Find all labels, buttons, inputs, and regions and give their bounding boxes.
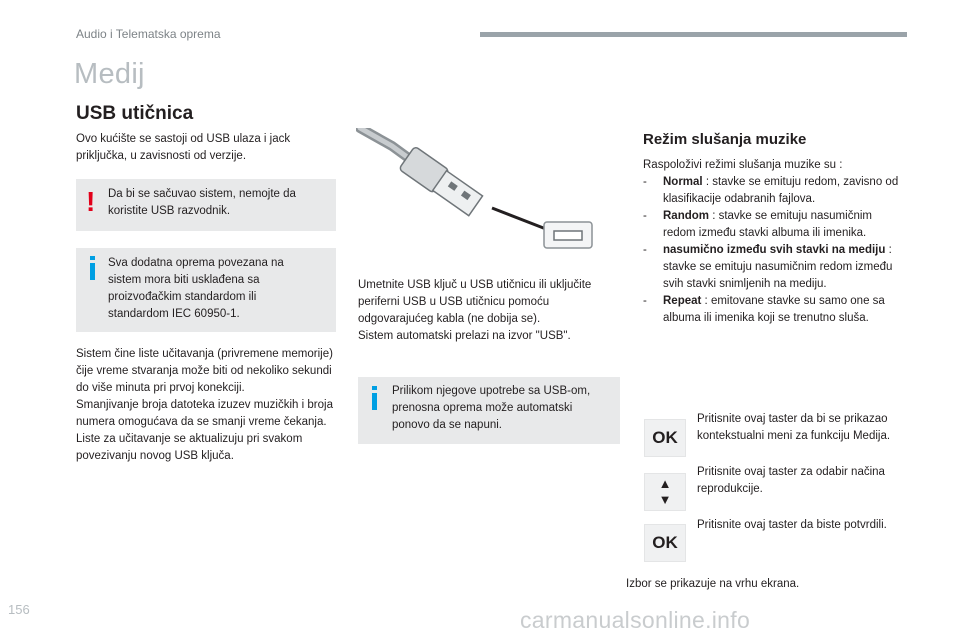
listening-modes-heading: Režim slušanja muzike: [643, 131, 807, 148]
watermark: carmanualsonline.info: [520, 607, 751, 633]
warning-box: [76, 179, 336, 231]
ok-button-icon: OK: [644, 419, 686, 457]
usb-plug-illustration: [356, 128, 606, 260]
list-item: - nasumično između svih stavki na mediju : stavke se emituju nasumičnim redom između svih stavki snimljenih na mediju.: [643, 244, 893, 290]
charging-text: Prilikom njegove upotrebe sa USB-om, prenosna oprema može automatski ponovo da se napuni.: [392, 385, 591, 431]
section-header: Audio i Telematska oprema: [76, 27, 221, 41]
usb-intro-text: Ovo kućište se sastoji od USB ulaza i jack priključka, u zavisnosti od verzije.: [76, 133, 291, 162]
playback-mode-text: Pritisnite ovaj taster za odabir načina reprodukcije.: [697, 466, 885, 495]
info-icon: [372, 386, 378, 410]
arrow-down-icon: ▼: [658, 492, 672, 507]
list-item: - Normal : stavke se emituju redom, zavisno od klasifikacije odabranih fajlova.: [643, 176, 899, 205]
ok-button-icon: OK: [644, 524, 686, 562]
list-item: - Repeat : emitovane stavke su samo one sa albuma ili imenika koji se trenutno sluša.: [643, 295, 885, 324]
header-divider-bar: [480, 32, 907, 37]
arrow-up-icon: ▲: [658, 476, 672, 491]
page-title: Medij: [74, 58, 145, 90]
list-item: - Random : stavke se emituju nasumičnim redom između stavki albuma ili imenika.: [643, 210, 872, 239]
info-box-compliance: [76, 248, 336, 332]
info-icon: [90, 256, 96, 280]
compliance-text: Sva dodatna oprema povezana na sistem mora biti usklađena sa proizvođačkim standardom ili standardom IEC 60950-1.: [108, 257, 284, 320]
page-number: 156: [8, 602, 30, 617]
footer-note: Izbor se prikazuje na vrhu ekrana.: [626, 578, 800, 590]
usb-section-heading: USB utičnica: [76, 103, 194, 124]
listening-modes-list: [643, 174, 905, 327]
listening-modes-intro: Raspoloživi režimi slušanja muzike su :: [643, 159, 843, 171]
exclamation-icon: !: [86, 186, 96, 217]
up-down-arrows-icon: [644, 473, 686, 511]
ok-confirm-text: Pritisnite ovaj taster da biste potvrdili.: [697, 519, 887, 531]
ok-menu-text: Pritisnite ovaj taster da bi se prikazao kontekstualni meni za funkciju Medija.: [697, 413, 891, 442]
usb-body-text: Sistem čine liste učitavanja (privremene memorije) čije vreme stvaranja može biti od nekoliko sekundi do više minuta pri prvoj konekciji. Smanjivanje broja datoteka izuzev muzičkih i broja numera omogućava da se smanji vreme čekanja. Liste za učitavanje se aktualizuju pri svakom povezivanju novog USB ključa.: [76, 348, 333, 462]
info-box-charging: [358, 377, 620, 444]
warning-text: Da bi se sačuvao sistem, nemojte da koristite USB razvodnik.: [108, 188, 296, 217]
usb-insert-instructions: Umetnite USB ključ u USB utičnicu ili uključite periferni USB u USB utičnicu pomoću odgovarajućeg kabla (ne dobija se). Sistem automatski prelazi na izvor "USB".: [358, 279, 592, 342]
